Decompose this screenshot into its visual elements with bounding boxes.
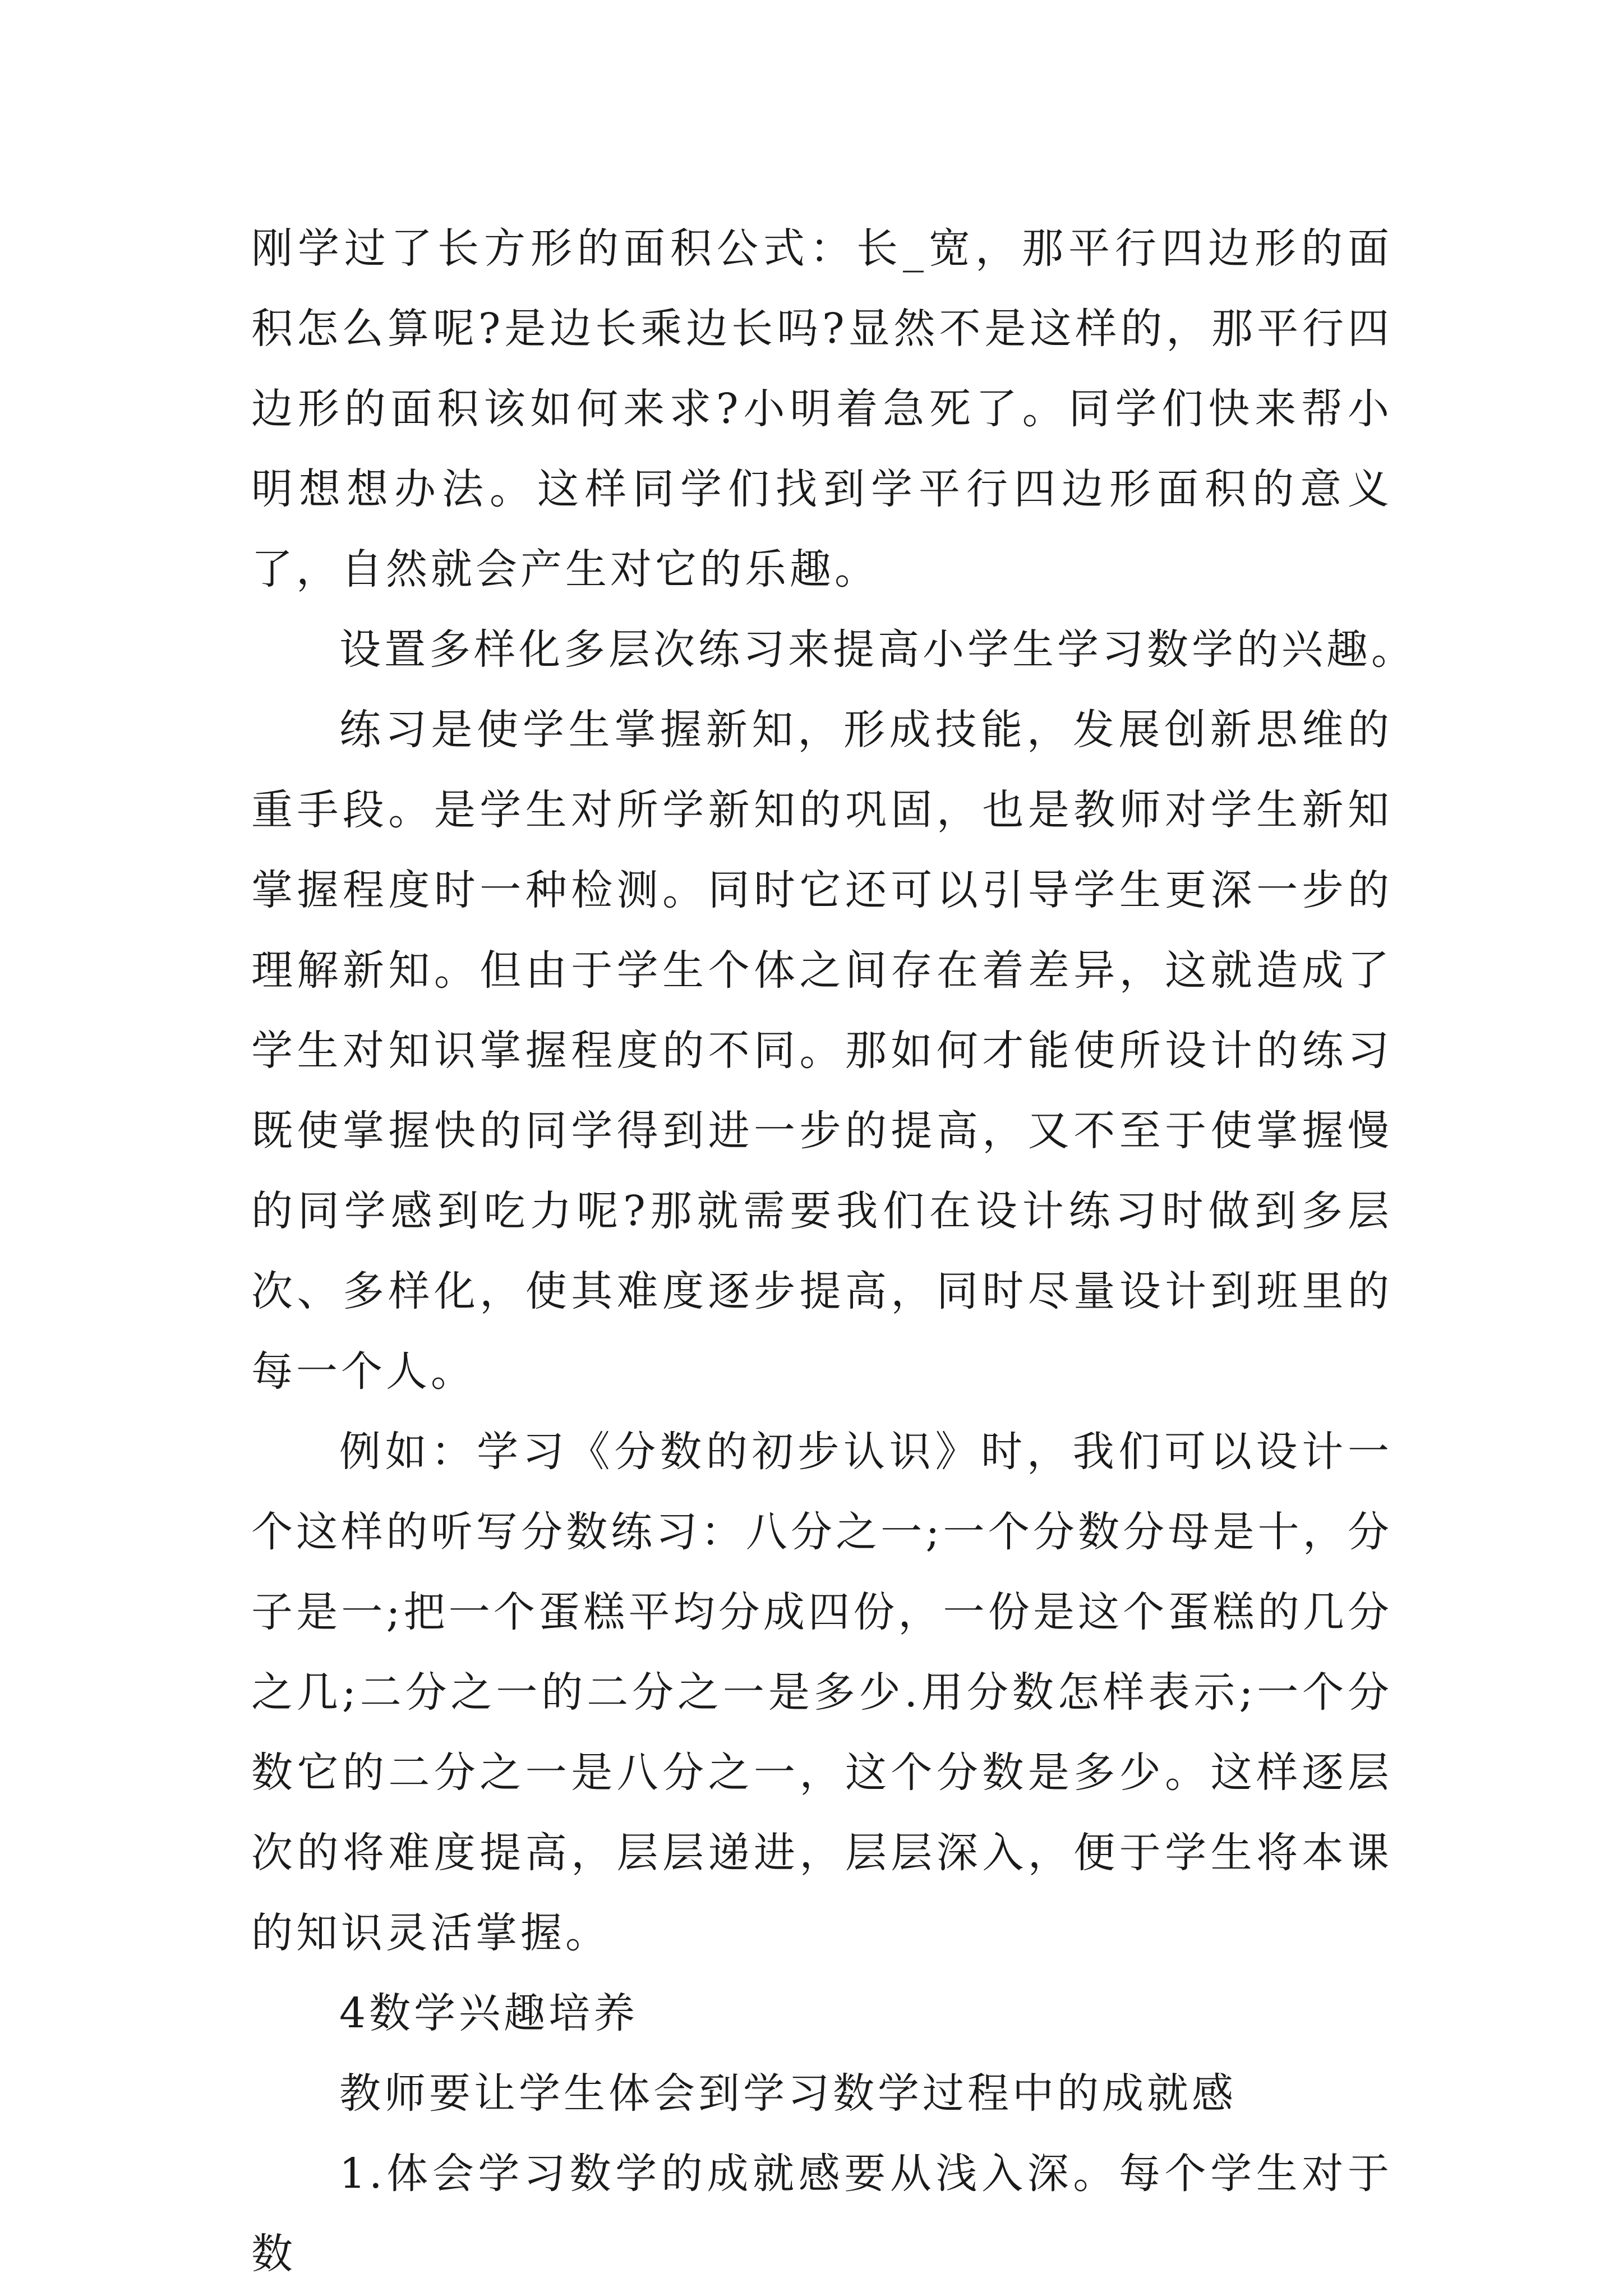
document-body bbox=[251, 209, 1416, 2294]
paragraph-achievement-heading: 教师要让学生体会到学习数学过程中的成就感 bbox=[339, 2069, 1237, 2118]
paragraph-practice-heading: 设置多样化多层次练习来提高小学生学习数学的兴趣。 bbox=[339, 625, 1416, 674]
paragraph-area-formula: 刚学过了长方形的面积公式：长_宽，那平行四边形的面积怎么算呢?是边长乘边长吗?显然不是这样的，那平行四边形的面积该如何来求?小明着急死了。同学们快来帮小明想想办法。这样同学们找到学平行四边形面积的意义了，自然就会产生对它的乐趣。 bbox=[251, 224, 1393, 593]
paragraph-fraction-example: 例如：学习《分数的初步认识》时，我们可以设计一个这样的听写分数练习：八分之一;一个分数分母是十，分子是一;把一个蛋糕平均分成四份，一份是这个蛋糕的几分之几;二分之一的二分之一是多少.用分数怎样表示;一个分数它的二分之一是八分之一，这个分数是多少。这样逐层次的将难度提高，层层递进，层层深入，便于学生将本课的知识灵活掌握。 bbox=[251, 1428, 1393, 1957]
section-heading-interest: 4数学兴趣培养 bbox=[339, 1989, 639, 2037]
paragraph-practice-purpose: 练习是使学生掌握新知，形成技能，发展创新思维的重手段。是学生对所学新知的巩固，也是教师对学生新知掌握程度时一种检测。同时它还可以引导学生更深一步的理解新知。但由于学生个体之间存在着差异，这就造成了学生对知识掌握程度的不同。那如何才能使所设计的练习既使掌握快的同学得到进一步的提高，又不至于使掌握慢的同学感到吃力呢?那就需要我们在设计练习时做到多层次、多样化，使其难度逐步提高，同时尽量设计到班里的每一个人。 bbox=[251, 706, 1393, 1396]
paragraph-achievement-point-1: 1.体会学习数学的成就感要从浅入深。每个学生对于数 bbox=[251, 2150, 1393, 2278]
